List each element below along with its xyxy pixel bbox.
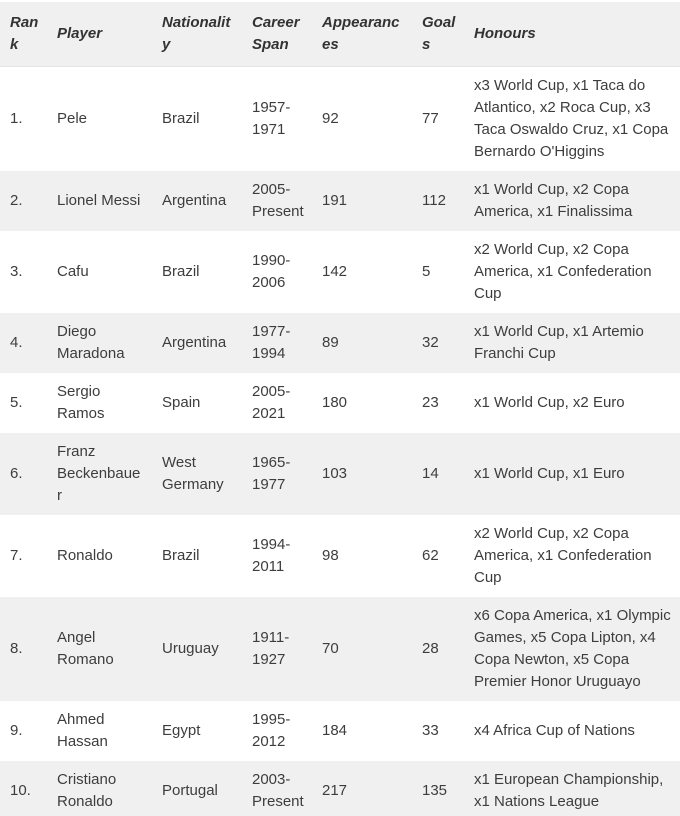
table-row: [0, 313, 680, 373]
cell-career-span: 1977-1994: [252, 323, 291, 362]
cell-rank: 3.: [10, 263, 23, 280]
cell-player: Cafu: [57, 263, 89, 280]
table-row: [0, 171, 680, 231]
cell-nationality: Brazil: [162, 547, 200, 564]
cell-career-span: 1994-2011: [252, 536, 291, 575]
cell-rank: 9.: [10, 722, 23, 739]
cell-honours: x1 World Cup, x1 Artemio Franchi Cup: [474, 323, 644, 362]
cell-rank: 2.: [10, 192, 23, 209]
cell-goals: 14: [422, 465, 439, 482]
cell-nationality: Brazil: [162, 263, 200, 280]
cell-goals: 62: [422, 547, 439, 564]
cell-honours: x3 World Cup, x1 Taca do Atlantico, x2 Roca Cup, x3 Taca Oswaldo Cruz, x1 Copa Bernardo O'Higgins: [474, 77, 669, 160]
table-row: [0, 761, 680, 816]
cell-rank: 1.: [10, 110, 23, 127]
cell-nationality: Portugal: [162, 782, 218, 799]
cell-rank: 10.: [10, 782, 31, 799]
table-row: [0, 515, 680, 597]
cell-honours: x2 World Cup, x2 Copa America, x1 Confederation Cup: [474, 525, 652, 586]
cell-rank: 6.: [10, 465, 23, 482]
cell-player: Diego Maradona: [57, 323, 125, 362]
cell-appearances: 217: [322, 782, 348, 799]
cell-rank: 7.: [10, 547, 23, 564]
cell-rank: 4.: [10, 334, 23, 351]
cell-appearances: 70: [322, 640, 339, 657]
cell-honours: x1 World Cup, x2 Copa America, x1 Finalissima: [474, 181, 633, 220]
cell-career-span: 2005-2021: [252, 383, 291, 422]
cell-nationality: Brazil: [162, 110, 200, 127]
cell-appearances: 184: [322, 722, 348, 739]
cell-player: Franz Beckenbauer: [57, 443, 141, 504]
cell-career-span: 1990-2006: [252, 252, 291, 291]
header-goals: Goals: [412, 2, 464, 67]
table-row: [0, 701, 680, 761]
header-player: Player: [47, 2, 152, 67]
cell-player: Cristiano Ronaldo: [57, 771, 117, 810]
table-body: [0, 67, 680, 816]
cell-appearances: 98: [322, 547, 339, 564]
cell-goals: 112: [422, 192, 446, 209]
cell-career-span: 1995-2012: [252, 711, 291, 750]
header-career-span: Career Span: [242, 2, 312, 67]
cell-career-span: 1911-1927: [252, 629, 290, 668]
cell-nationality: West Germany: [162, 454, 224, 493]
table-row: [0, 373, 680, 433]
cell-career-span: 2003-Present: [252, 771, 304, 810]
cell-career-span: 2005-Present: [252, 181, 304, 220]
cell-appearances: 180: [322, 394, 348, 411]
table-row: [0, 597, 680, 701]
cell-appearances: 103: [322, 465, 348, 482]
cell-appearances: 191: [322, 192, 348, 209]
cell-player: Sergio Ramos: [57, 383, 105, 422]
cell-nationality: Argentina: [162, 334, 227, 351]
cell-goals: 5: [422, 263, 431, 280]
cell-career-span: 1957-1971: [252, 99, 291, 138]
cell-nationality: Spain: [162, 394, 201, 411]
cell-honours: x1 European Championship, x1 Nations League: [474, 771, 664, 810]
cell-appearances: 92: [322, 110, 339, 127]
cell-rank: 5.: [10, 394, 23, 411]
cell-player: Ahmed Hassan: [57, 711, 108, 750]
cell-career-span: 1965-1977: [252, 454, 291, 493]
cell-player: Ronaldo: [57, 547, 113, 564]
cell-goals: 135: [422, 782, 448, 799]
cell-goals: 77: [422, 110, 439, 127]
cell-goals: 28: [422, 640, 439, 657]
cell-nationality: Argentina: [162, 192, 227, 209]
cell-goals: 32: [422, 334, 439, 351]
cell-player: Lionel Messi: [57, 192, 141, 209]
table-row: [0, 67, 680, 172]
header-appearances: Appearances: [312, 2, 412, 67]
header-nationality: Nationality: [152, 2, 242, 67]
table-row: [0, 433, 680, 515]
cell-goals: 33: [422, 722, 439, 739]
cell-nationality: Uruguay: [162, 640, 219, 657]
cell-goals: 23: [422, 394, 439, 411]
cell-player: Pele: [57, 110, 88, 127]
header-row: [0, 2, 680, 67]
cell-rank: 8.: [10, 640, 23, 657]
cell-player: Angel Romano: [57, 629, 114, 668]
cell-nationality: Egypt: [162, 722, 201, 739]
cell-appearances: 142: [322, 263, 348, 280]
header-honours: Honours: [464, 2, 680, 67]
cell-appearances: 89: [322, 334, 339, 351]
cell-honours: x6 Copa America, x1 Olympic Games, x5 Copa Lipton, x4 Copa Newton, x5 Copa Premier Honor Uruguayo: [474, 607, 671, 690]
cell-honours: x2 World Cup, x2 Copa America, x1 Confederation Cup: [474, 241, 652, 302]
players-table: [0, 2, 680, 816]
cell-honours: x4 Africa Cup of Nations: [474, 722, 635, 739]
table-header: [0, 2, 680, 67]
header-rank: Rank: [0, 2, 47, 67]
cell-honours: x1 World Cup, x1 Euro: [474, 465, 625, 482]
cell-honours: x1 World Cup, x2 Euro: [474, 394, 625, 411]
table-row: [0, 231, 680, 313]
